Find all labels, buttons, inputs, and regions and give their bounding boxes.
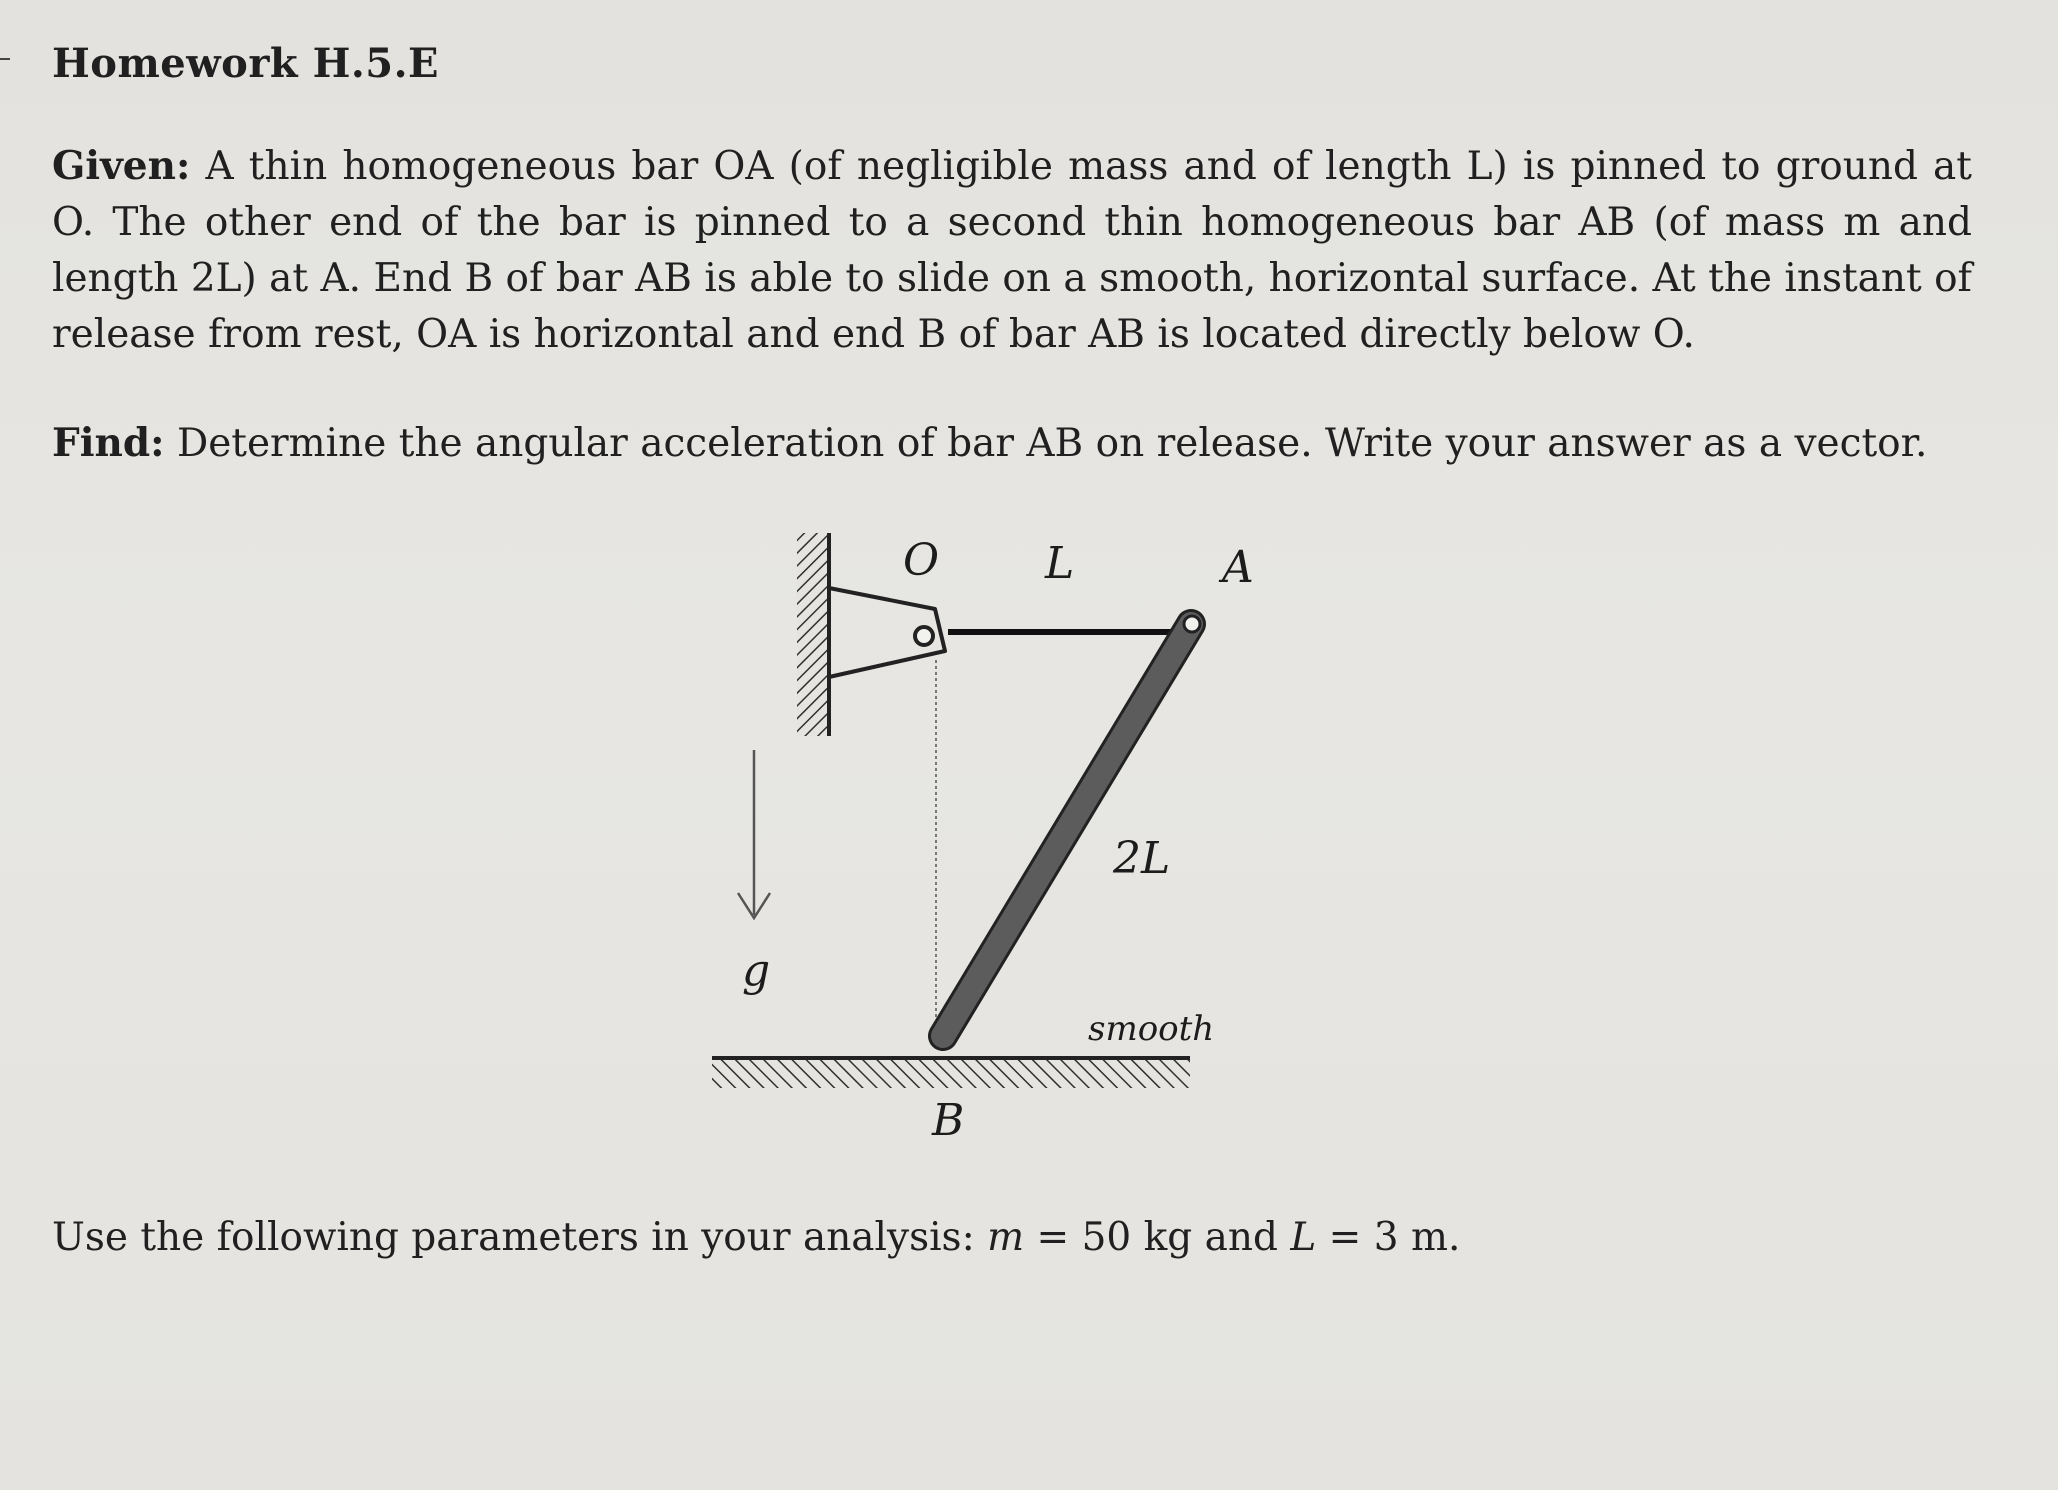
given-text: A thin homogeneous bar OA (of negligible mass and of length L) is pinned to ground at O. The other end of the bar is pinned to a second thin homogeneous bar AB (of mass m and length 2L) at A. End B of bar AB is able to slide on a smooth, horizontal surface. At the instant of release from rest, OA is horizontal and end B of bar AB is located directly below O. <box>52 144 1972 357</box>
param-L-value: = 3 m. <box>1328 1215 1461 1260</box>
pin-O <box>915 627 933 645</box>
label-2L: 2L <box>1113 833 1171 884</box>
label-smooth: smooth <box>1088 1009 1215 1049</box>
label-B: B <box>932 1095 965 1146</box>
label-O: O <box>903 535 940 586</box>
parameters-line <box>52 1210 1460 1266</box>
param-m-symbol: m <box>987 1215 1025 1260</box>
params-prefix: Use the following parameters in your analysis: <box>52 1215 975 1260</box>
label-g: g <box>742 945 771 996</box>
label-A: A <box>1222 542 1254 593</box>
param-m-value: = 50 kg and <box>1036 1215 1278 1260</box>
pin-A <box>1184 616 1200 632</box>
find-text: Determine the angular acceleration of bar AB on release. Write your answer as a vector. <box>176 421 1928 466</box>
wall-ground <box>797 533 829 736</box>
page-title: Homework H.5.E <box>52 40 440 87</box>
smooth-floor <box>712 1058 1190 1088</box>
param-L-symbol: L <box>1290 1215 1317 1260</box>
gravity-arrow <box>738 750 770 918</box>
given-label: Given: <box>52 143 191 189</box>
bar-AB-fill <box>943 624 1191 1036</box>
find-label: Find: <box>52 420 165 466</box>
label-L: L <box>1045 538 1075 589</box>
